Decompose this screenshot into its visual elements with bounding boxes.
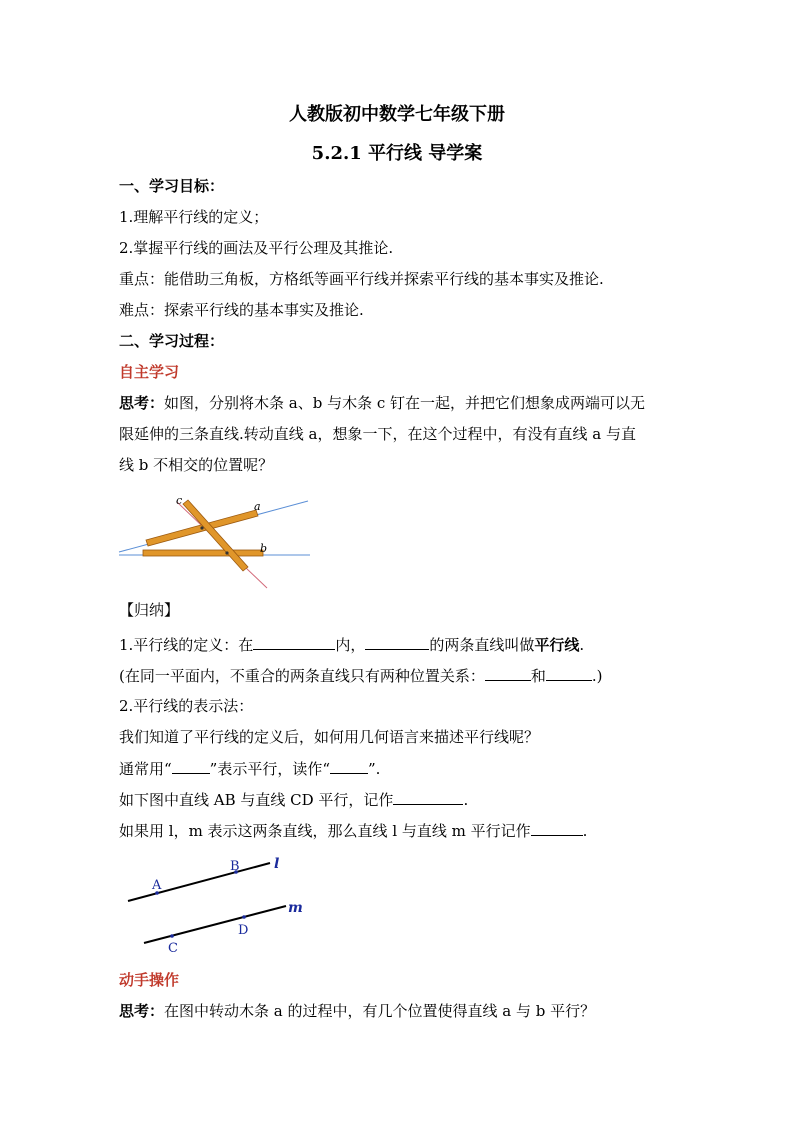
blank bbox=[365, 634, 429, 650]
text: 如果用 l，m 表示这两条直线，那么直线 l 与直线 m 平行记作 bbox=[119, 822, 531, 840]
text: .) bbox=[591, 667, 603, 685]
nail bbox=[225, 551, 228, 554]
lm-notation-line bbox=[119, 820, 587, 841]
notation-question: 我们知道了平行线的定义后，如何用几何语言来描述平行线呢？ bbox=[119, 728, 540, 746]
text: (在同一平面内，不重合的两条直线只有两种位置关系： bbox=[119, 667, 485, 685]
doc-subtitle: 5.2.1 平行线 导学案 bbox=[311, 143, 483, 164]
wood-strip-c bbox=[183, 500, 248, 571]
blank bbox=[485, 665, 531, 681]
text: 内， bbox=[335, 636, 366, 654]
label-l: l bbox=[274, 856, 280, 872]
doc-title: 人教版初中数学七年级下册 bbox=[289, 104, 505, 125]
parallel-lines-figure bbox=[120, 848, 320, 958]
notation-heading: 2.平行线的表示法： bbox=[119, 697, 254, 715]
self-study-heading: 自主学习 bbox=[119, 363, 180, 381]
line-l bbox=[128, 863, 270, 901]
text: 如下图中直线 AB 与直线 CD 平行，记作 bbox=[119, 791, 394, 809]
hands-on-heading: 动手操作 bbox=[119, 971, 180, 989]
label-a: A bbox=[152, 878, 162, 893]
section-heading-process: 二、学习过程： bbox=[119, 332, 225, 350]
label-m: m bbox=[288, 900, 303, 916]
think-label: 思考： bbox=[119, 394, 165, 412]
label-b: b bbox=[260, 542, 268, 555]
text: . bbox=[579, 636, 585, 654]
goal-item: 1.理解平行线的定义； bbox=[119, 208, 269, 226]
record-line bbox=[119, 789, 468, 810]
label-d: D bbox=[238, 923, 249, 938]
wood-strip-b bbox=[143, 550, 263, 556]
summary-heading: 【归纳】 bbox=[119, 601, 180, 619]
think-paragraph-line: 限延伸的三条直线.转动直线 a，想象一下，在这个过程中，有没有直线 a 与直 bbox=[119, 425, 636, 443]
blank bbox=[393, 789, 463, 805]
think-paragraph-line: 线 b 不相交的位置呢？ bbox=[119, 456, 274, 474]
think-label: 思考： bbox=[119, 1002, 165, 1020]
difficulty-point: 难点：探索平行线的基本事实及推论. bbox=[119, 301, 364, 319]
think-paragraph-line bbox=[119, 393, 645, 413]
text: 通常用“ bbox=[119, 760, 172, 778]
think-2-line bbox=[119, 1001, 595, 1021]
usual-notation-line bbox=[119, 758, 380, 779]
point-d bbox=[242, 915, 246, 919]
blank bbox=[546, 665, 592, 681]
think-text: 如图，分别将木条 a、b 与木条 c 钉在一起，并把它们想象成两端可以无 bbox=[164, 394, 646, 412]
text: . bbox=[582, 822, 588, 840]
key-point: 重点：能借助三角板，方格纸等画平行线并探索平行线的基本事实及推论. bbox=[119, 270, 604, 288]
text: 和 bbox=[530, 667, 546, 685]
text: ”. bbox=[368, 760, 381, 778]
label-a: a bbox=[254, 500, 261, 513]
nail bbox=[200, 526, 203, 529]
note-line bbox=[119, 665, 603, 686]
section-heading-goals: 一、学习目标： bbox=[119, 177, 225, 195]
text: . bbox=[463, 791, 469, 809]
label-c: c bbox=[176, 494, 183, 507]
blank bbox=[531, 820, 583, 836]
label-b: B bbox=[230, 859, 240, 874]
label-c: C bbox=[168, 941, 178, 956]
line-m bbox=[144, 906, 286, 943]
wood-strips-figure bbox=[115, 490, 315, 590]
definition-line bbox=[119, 634, 584, 655]
text: 1.平行线的定义：在 bbox=[119, 636, 254, 654]
text: 的两条直线叫做 bbox=[429, 636, 535, 654]
term-parallel: 平行线 bbox=[534, 636, 580, 654]
text: ”表示平行，读作“ bbox=[209, 760, 331, 778]
blank bbox=[253, 634, 335, 650]
goal-item: 2.掌握平行线的画法及平行公理及其推论. bbox=[119, 239, 394, 257]
point-c bbox=[170, 934, 174, 938]
blank bbox=[330, 758, 368, 774]
blank bbox=[172, 758, 210, 774]
think-text: 在图中转动木条 a 的过程中，有几个位置使得直线 a 与 b 平行？ bbox=[164, 1002, 596, 1020]
